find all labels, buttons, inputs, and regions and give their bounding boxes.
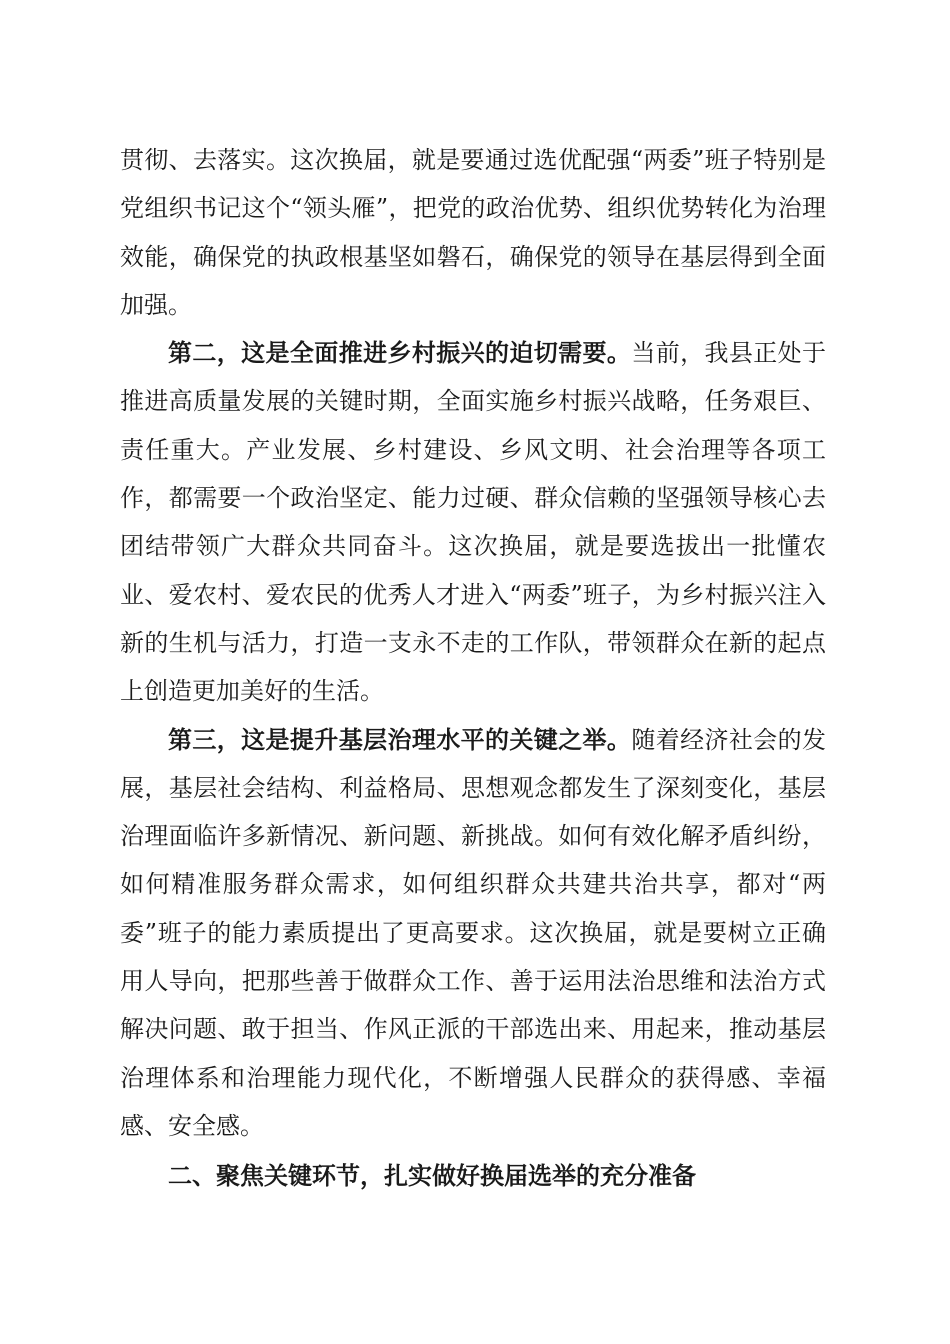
document-body	[120, 136, 826, 1201]
section-heading: 二、聚焦关键环节，扎实做好换届选举的充分准备	[168, 1162, 696, 1191]
paragraph-text: 随着经济社会的发展，基层社会结构、利益格局、思想观念都发生了深刻变化，基层治理面临许多新情况、新问题、新挑战。如何有效化解矛盾纠纷，如何精准服务群众需求，如何组织群众共建共治共享，都对“两委”班子的能力素质提出了更高要求。这次换届，就是要树立正确用人导向，把那些善于做群众工作、善于运用法治思维和法治方式解决问题、敢于担当、作风正派的干部选出来、用起来，推动基层治理体系和治理能力现代化，不断增强人民群众的获得感、幸福感、安全感。	[120, 725, 827, 1140]
paragraph-lead: 第三，这是提升基层治理水平的关键之举。	[168, 725, 632, 754]
paragraph-point-two	[120, 329, 826, 715]
paragraph-text: 当前，我县正处于推进高质量发展的关键时期，全面实施乡村振兴战略，任务艰巨、责任重大。产业发展、乡村建设、乡风文明、社会治理等各项工作，都需要一个政治坚定、能力过硬、群众信赖的坚强领导核心去团结带领广大群众共同奋斗。这次换届，就是要选拔出一批懂农业、爱农村、爱农民的优秀人才进入“两委”班子，为乡村振兴注入新的生机与活力，打造一支永不走的工作队，带领群众在新的起点上创造更加美好的生活。	[120, 339, 827, 706]
paragraph-point-three	[120, 716, 826, 1151]
paragraph-lead: 第二，这是全面推进乡村振兴的迫切需要。	[168, 339, 632, 368]
paragraph-text: 贯彻、去落实。这次换届，就是要通过选优配强“两委”班子特别是党组织书记这个“领头雁”，把党的政治优势、组织优势转化为治理效能，确保党的执政根基坚如磐石，确保党的领导在基层得到全面加强。	[120, 146, 826, 319]
paragraph-continuation	[120, 136, 826, 329]
